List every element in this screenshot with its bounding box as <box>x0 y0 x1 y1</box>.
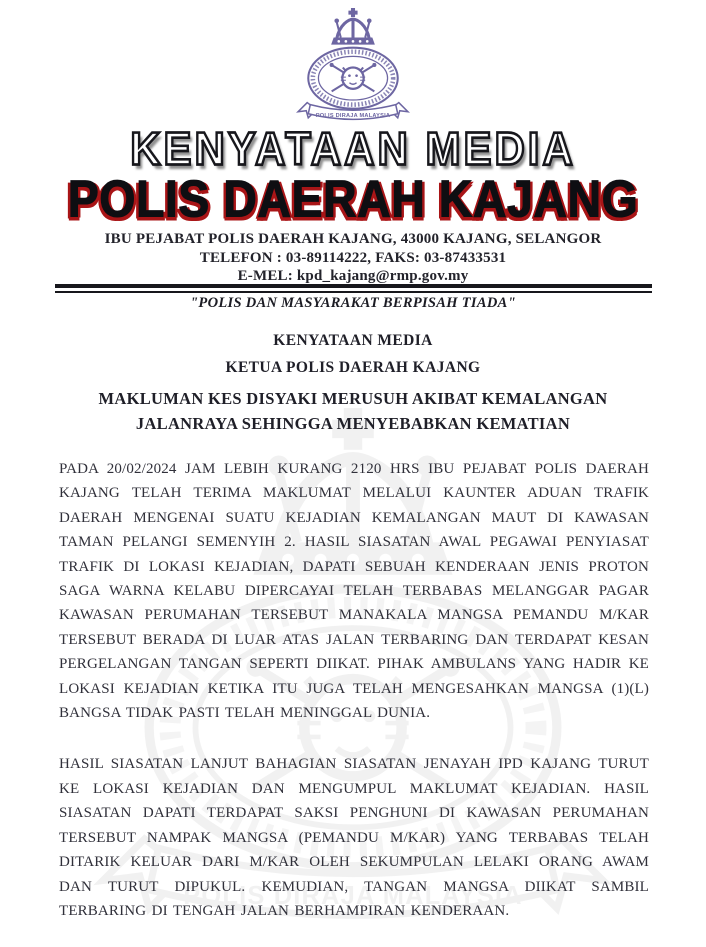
masthead-polis-daerah-kajang: POLIS DAERAH KAJANG <box>67 170 639 229</box>
statement-body <box>59 457 649 947</box>
phone-fax-line: TELEFON : 03-89114222, FAKS: 03-87433531 <box>199 249 507 266</box>
statement-title: MAKLUMAN KES DISYAKI MERUSUH AKIBAT KEMALANGAN JALANRAYA SEHINGGA MENYEBABKAN KEMATIAN <box>98 389 608 433</box>
address-line: IBU PEJABAT POLIS DAERAH KAJANG, 43000 KAJANG, SELANGOR <box>104 231 602 247</box>
masthead-kenyataan-media: KENYATAAN MEDIA <box>130 122 576 175</box>
statement-heading-line1: KENYATAAN MEDIA <box>273 332 433 349</box>
statement-headings <box>0 327 706 381</box>
divider-thick <box>55 284 652 288</box>
police-crest-icon <box>292 8 414 126</box>
paragraph-1: PADA 20/02/2024 JAM LEBIH KURANG 2120 HRS IBU PEJABAT POLIS DAERAH KAJANG TELAH TERIMA MAKLUMAT MELALUI KAUNTER ADUAN TRAFIK DAERAH MENGENAI SUATU KEJADIAN KEMALANGAN MAUT DI KAWASAN TAMAN PELANGI SEMENYIH 2. HASIL SIASATAN AWAL PEGAWAI PENYIASAT TRAFIK DI LOKASI KEJADIAN, DAPATI SEBUAH KENDERAAN JENIS PROTON SAGA WARNA KELABU DIPERCAYAI TELAH TERBABAS MELANGGAR PAGAR KAWASAN PERUMAHAN TERSEBUT MANAKALA MANGSA PEMANDU M/KAR TERSEBUT BERADA DI LUAR ATAS JALAN TERBARING DAN TERDAPAT KESAN PERGELANGAN TANGAN SEPERTI DIIKAT. PIHAK AMBULANS YANG HADIR KE LOKASI KEJADIAN KETIKA ITU JUGA TELAH MENGESAHKAN MANGSA (1)(L) BANGSA TIDAK PASTI TELAH MENINGGAL DUNIA. <box>59 461 649 722</box>
statement-heading-line2: KETUA POLIS DAERAH KAJANG <box>225 359 481 376</box>
paragraph-2: HASIL SIASATAN LANJUT BAHAGIAN SIASATAN JENAYAH IPD KAJANG TURUT KE LOKASI KEJADIAN DAN MENGUMPUL MAKLUMAT KEJADIAN. HASIL SIASATAN DAPATI TERDAPAT SAKSI PENGHUNI DI KAWASAN PERUMAHAN TERSEBUT NAMPAK MANGSA (PEMANDU M/KAR) YANG TERBABAS TELAH DITARIK KELUAR DARI M/KAR OLEH SEKUMPULAN LELAKI ORANG AWAM DAN TURUT DIPUKUL. KEMUDIAN, TANGAN MANGSA DIIKAT SAMBIL TERBARING DI TENGAH JALAN BERHAMPIRAN KENDERAAN. <box>59 756 649 919</box>
masthead-contact-block <box>0 230 706 286</box>
email-line: E-MEL: kpd_kajang@rmp.gov.my <box>237 268 469 284</box>
police-motto: "POLIS DAN MASYARAKAT BERPISAH TIADA" <box>190 295 516 311</box>
divider-thin <box>55 291 652 293</box>
